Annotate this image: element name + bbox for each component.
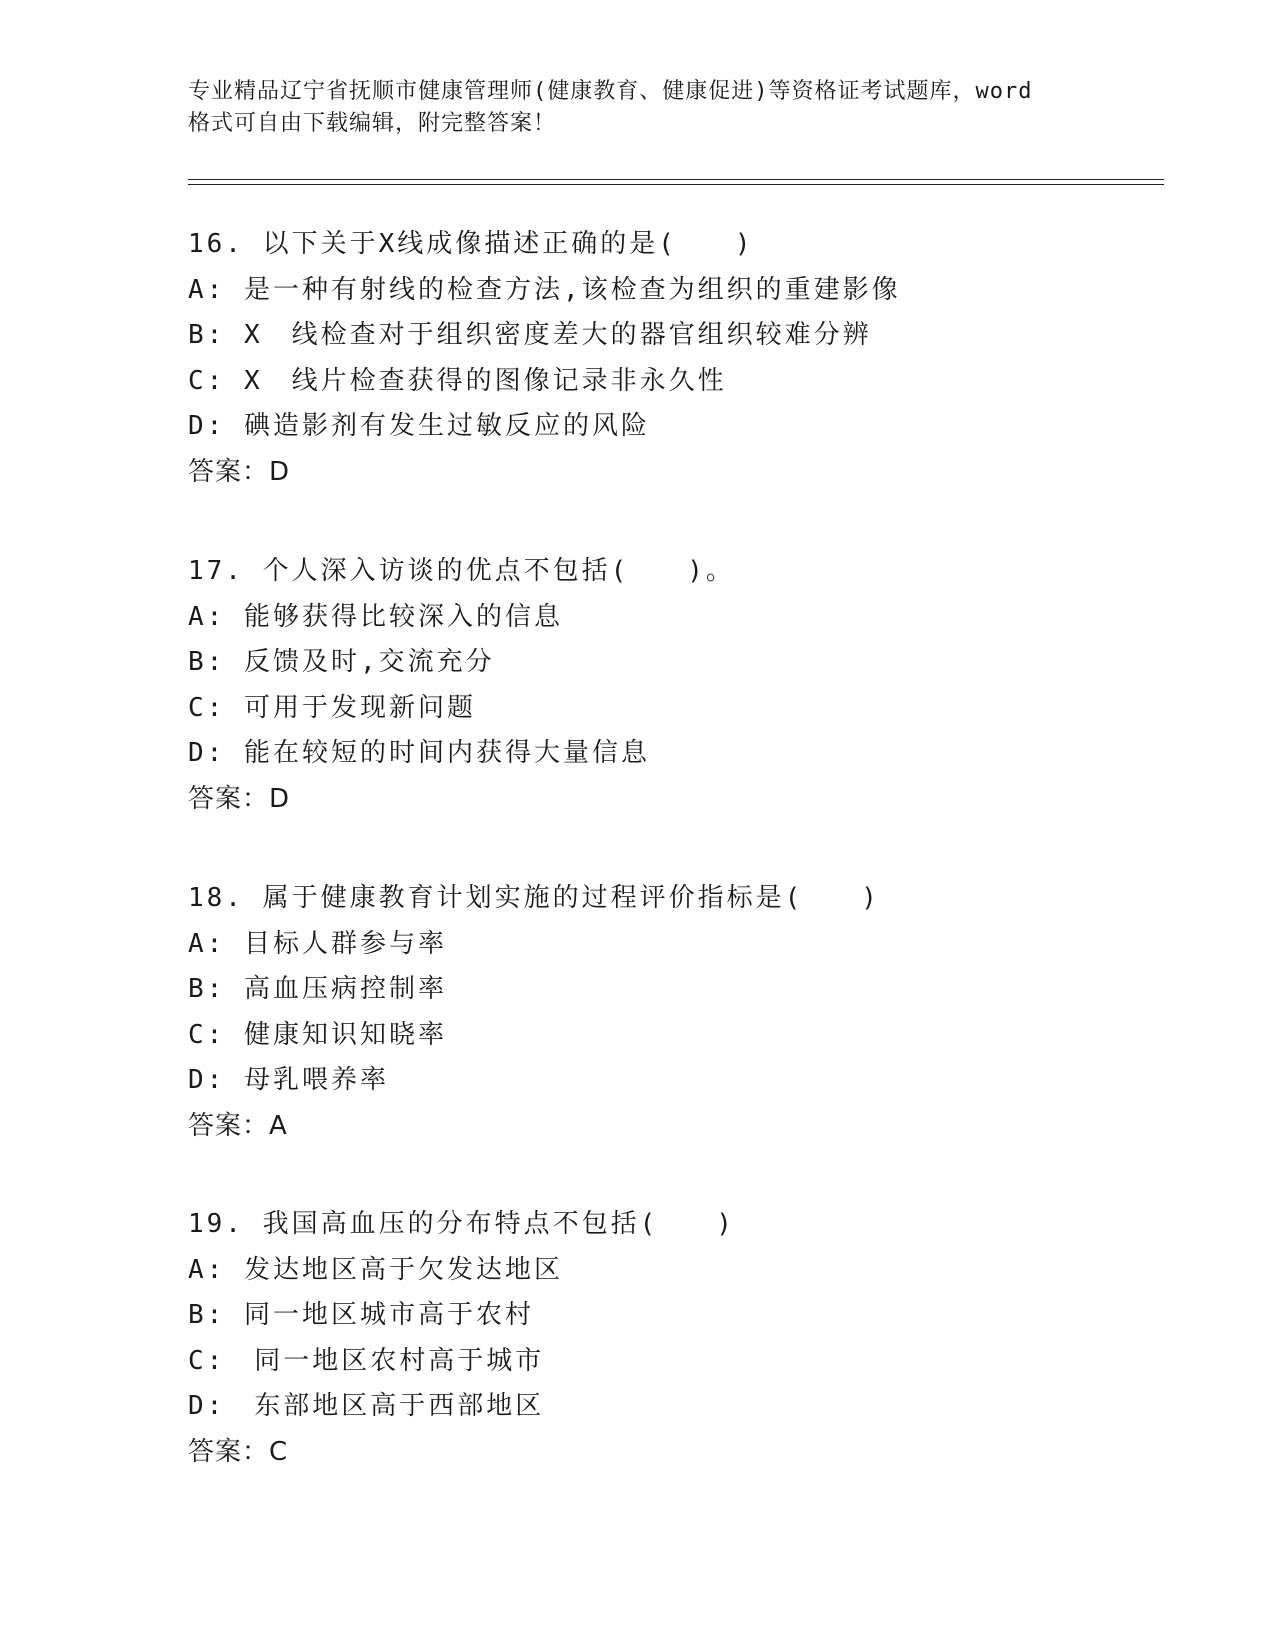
option-d: D: 母乳喂养率 (188, 1065, 389, 1095)
option-b: B: 高血压病控制率 (188, 974, 447, 1004)
answer-line: 答案：D (188, 783, 291, 814)
answer-line: 答案：C (188, 1436, 289, 1467)
option-b: B: X 线检查对于组织密度差大的器官组织较难分辨 (188, 320, 872, 350)
option-d: D: 东部地区高于西部地区 (188, 1391, 545, 1421)
question-17 (188, 549, 1168, 822)
option-d: D: 能在较短的时间内获得大量信息 (188, 738, 650, 768)
option-b: B: 反馈及时,交流充分 (188, 647, 495, 677)
option-a: A: 发达地区高于欠发达地区 (188, 1254, 563, 1285)
question-stem: 18. 属于健康教育计划实施的过程评价指标是( ) (188, 883, 880, 913)
question-stem: 17. 个人深入访谈的优点不包括( )。 (188, 556, 735, 586)
option-a: A: 是一种有射线的检查方法,该检查为组织的重建影像 (188, 274, 901, 305)
question-stem: 16. 以下关于X线成像描述正确的是( ) (188, 229, 754, 259)
answer-line: 答案：A (188, 1110, 288, 1141)
option-b: B: 同一地区城市高于农村 (188, 1300, 534, 1330)
option-a: A: 目标人群参与率 (188, 928, 447, 959)
option-c: C: 同一地区农村高于城市 (188, 1345, 545, 1376)
question-19 (188, 1202, 1168, 1475)
option-a: A: 能够获得比较深入的信息 (188, 601, 563, 632)
option-d: D: 碘造影剂有发生过敏反应的风险 (188, 411, 650, 441)
question-18 (188, 876, 1168, 1149)
header-divider-top (188, 179, 1164, 180)
question-stem: 19. 我国高血压的分布特点不包括( ) (188, 1209, 735, 1239)
answer-line: 答案：D (188, 456, 291, 487)
document-header (188, 76, 1088, 140)
header-line-1: 专业精品辽宁省抚顺市健康管理师(健康教育、健康促进)等资格证考试题库，word (188, 79, 1033, 104)
option-c: C: 健康知识知晓率 (188, 1019, 447, 1050)
option-c: C: 可用于发现新问题 (188, 692, 476, 723)
header-line-2: 格式可自由下载编辑，附完整答案！ (188, 111, 557, 136)
question-16 (188, 222, 1168, 495)
header-divider-bottom (188, 184, 1164, 185)
option-c: C: X 线片检查获得的图像记录非永久性 (188, 365, 727, 396)
